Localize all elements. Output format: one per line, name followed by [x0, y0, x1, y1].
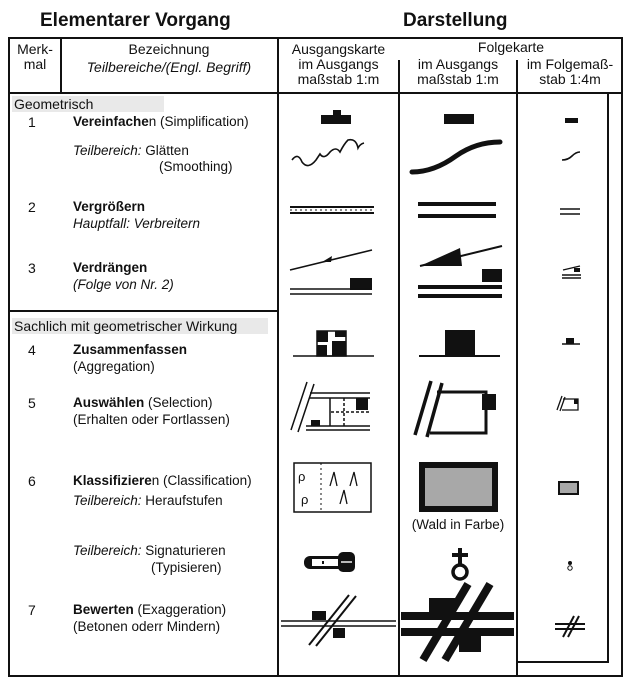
header-ausgangskarte-line1: Ausgangskarte: [291, 41, 386, 57]
label-bold: Vereinfache: [73, 114, 149, 129]
label-italic: Teilbereich:: [73, 493, 142, 508]
row-number: 4: [28, 342, 36, 358]
section-sachlich: Sachlich mit geometrischer Wirkung: [12, 318, 268, 334]
widening-small-icon: [560, 209, 580, 214]
label-rest: n (Simplification): [148, 114, 249, 129]
displacement-small-icon: [562, 266, 581, 278]
row-label-typisieren: (Typisieren): [151, 560, 222, 575]
header-folge-folge-line1: im Folgemaß-: [526, 56, 614, 72]
label-bold: Vergrößern: [73, 199, 146, 214]
label-italic: Teilbereich:: [73, 143, 142, 158]
smoothing-result-icon: [412, 142, 500, 172]
svg-text:ρ: ρ: [301, 492, 309, 507]
label-bold: Verdrängen: [73, 260, 148, 275]
label-bold: Zusammenfassen: [73, 342, 188, 357]
row-number: 7: [28, 602, 36, 618]
row-label-verbreitern: Hauptfall: Verbreitern: [73, 216, 201, 231]
signature-result-icon: [452, 548, 468, 579]
row-number: 3: [28, 260, 36, 276]
signature-small-icon: [568, 561, 572, 570]
aggregation-original-icon: [293, 331, 374, 356]
header-merkmal-line1: Merk-: [17, 41, 53, 57]
label-rest: Glätten: [141, 143, 189, 158]
row-number: 6: [28, 473, 36, 489]
row-label-erhalten: (Erhalten oder Fortlassen): [73, 412, 230, 427]
row-number: 2: [28, 199, 36, 215]
section-geometrisch: Geometrisch: [12, 96, 164, 112]
displacement-original-icon: [290, 250, 372, 294]
label-rest: Signaturieren: [141, 543, 226, 558]
row-number: 1: [28, 114, 36, 130]
label-rest: Heraufstufen: [141, 493, 223, 508]
smoothing-original-icon: [292, 140, 364, 166]
header-merkmal-line2: mal: [23, 56, 47, 72]
exaggeration-original-icon: [281, 595, 396, 646]
label-rest: n (Classification): [151, 473, 252, 488]
row-label-aggregation: (Aggregation): [73, 359, 155, 374]
wald-caption: (Wald in Farbe): [411, 517, 505, 532]
displacement-result-icon: [418, 246, 502, 298]
selection-result-icon: [415, 381, 496, 437]
header-folge-ausgang-line1: im Ausgangs: [417, 56, 499, 72]
label-rest: (Selection): [144, 395, 213, 410]
selection-original-icon: [291, 382, 370, 432]
classification-original-icon: [294, 463, 371, 512]
label-bold: Auswählen: [73, 395, 145, 410]
header-bezeichnung-label: Bezeichnung: [128, 41, 210, 57]
signature-original-icon: [304, 552, 355, 572]
label-bold: Klassifiziere: [73, 473, 152, 488]
title-darstellung: Darstellung: [403, 10, 508, 31]
simplification-original-icon: [321, 110, 351, 124]
header-folgekarte: Folgekarte: [477, 39, 545, 55]
exaggeration-small-icon: [555, 616, 585, 637]
simplification-result-icon: [444, 114, 474, 124]
header-ausgangskarte-line3: maßstab 1:m: [297, 71, 380, 87]
smoothing-small-icon: [562, 152, 580, 160]
exaggeration-result-icon: [401, 584, 514, 660]
header-folge-ausgang-line2: maßstab 1:m: [417, 71, 499, 87]
label-rest: (Exaggeration): [133, 602, 227, 617]
title-elementarer-vorgang: Elementarer Vorgang: [40, 10, 231, 31]
row-label-folge: (Folge von Nr. 2): [73, 277, 174, 292]
header-teilbereiche-label: Teilbereiche/(Engl. Begriff): [86, 59, 252, 75]
label-bold: Bewerten: [73, 602, 134, 617]
label-italic: Teilbereich:: [73, 543, 142, 558]
row-label-smoothing: (Smoothing): [159, 159, 233, 174]
svg-text:ρ: ρ: [298, 469, 306, 484]
widening-result-icon: [418, 202, 496, 218]
row-label-betonen: (Betonen oderr Mindern): [73, 619, 221, 634]
header-ausgangskarte-line2: im Ausgangs: [298, 56, 379, 72]
aggregation-small-icon: [562, 338, 580, 344]
header-folge-folge-line2: stab 1:4m: [539, 71, 601, 87]
widening-original-icon: [290, 207, 374, 213]
row-number: 5: [28, 395, 36, 411]
classification-small-icon: [558, 481, 579, 495]
simplification-small-icon: [565, 118, 578, 123]
selection-small-icon: [557, 396, 578, 411]
aggregation-result-icon: [419, 330, 500, 356]
classification-result-icon: [419, 462, 498, 512]
